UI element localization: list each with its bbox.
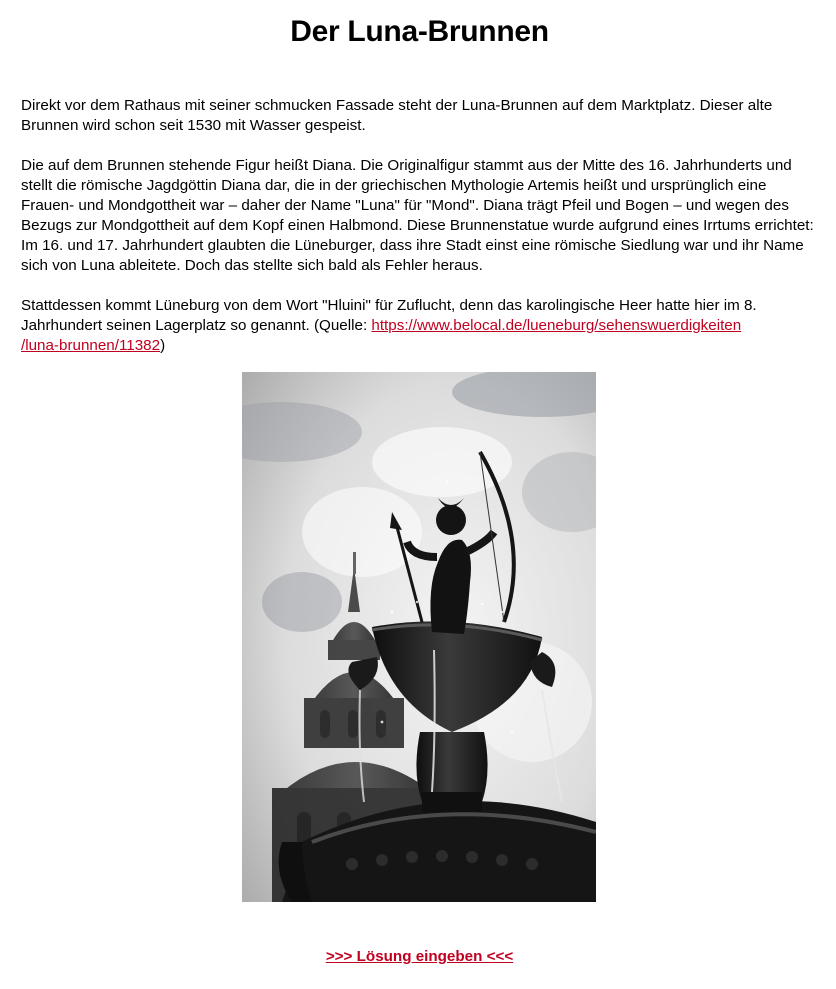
history-paragraph: Die auf dem Brunnen stehende Figur heißt Diana. Die Originalfigur stammt aus der Mitte des 16. Jahrhunderts und stellt die römische Jagdgöttin Diana dar, die in der griechischen Mythologie Artemis heißt und ursprünglich eine Frauen- und Mondgottheit war – daher der Name "Luna" für "Mond". Diana trägt Pfeil und Bogen – und wegen des Bezugs zur Mondgottheit auf dem Kopf einen Halbmond. Diese Brunnenstatue wurde aufgrund eines Irrtums errichtet: Im 16. und 17. Jahrhundert glaubten die Lüneburger, dass ihre Stadt einst eine römische Siedlung war und ihr Name sich von Luna ableitete. Doch das stellte sich bald als Fehler heraus. — [21, 157, 814, 274]
page-title: Der Luna-Brunnen — [290, 15, 549, 48]
source-link-part2: /luna-brunnen/11382 — [21, 337, 161, 354]
fountain-photo — [242, 372, 596, 902]
solution-link-container — [21, 947, 818, 967]
closing-paren: ) — [160, 337, 166, 354]
name-origin-paragraph — [21, 296, 818, 356]
name-origin-text: Stattdessen kommt Lüneburg von dem Wort "Hluini" für Zuflucht, denn das karolingische Heer hatte hier im 8. Jahrhundert seinen Lagerplatz so genannt. (Quelle: — [21, 297, 757, 334]
intro-paragraph: Direkt vor dem Rathaus mit seiner schmucken Fassade steht der Luna-Brunnen auf dem Marktplatz. Dieser alte Brunnen wird schon seit 1530 mit Wasser gespeist. — [21, 97, 773, 134]
enter-solution-link[interactable]: >>> Lösung eingeben <<< — [325, 948, 514, 965]
source-link-part1: https://www.belocal.de/lueneburg/sehenswuerdigkeiten — [371, 317, 742, 334]
